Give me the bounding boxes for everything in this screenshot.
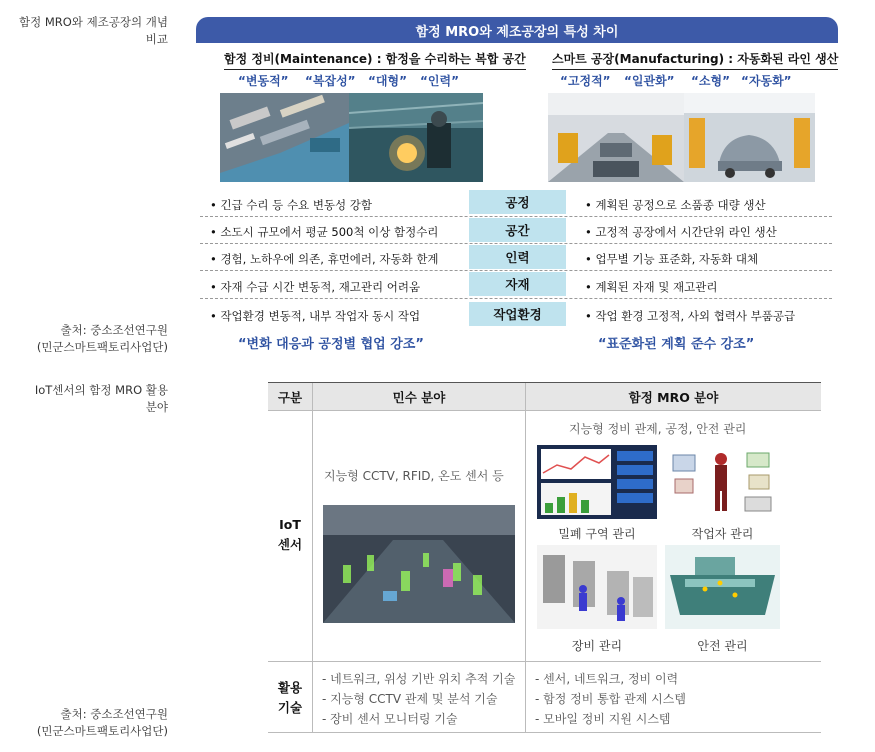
- factory-line-photo: [548, 93, 684, 182]
- col-divider: [525, 383, 526, 733]
- right-keyword: “일관화”: [624, 74, 675, 88]
- left-heading: 함정 정비(Maintenance) : 함정을 수리하는 복합 공간: [224, 50, 526, 70]
- left-keyword: “변동적”: [238, 74, 289, 88]
- factory-workforce-text: • 업무별 기능 표준화, 자동화 대체: [585, 252, 759, 266]
- mro-tech-item: - 함정 정비 통합 관제 시스템: [535, 692, 686, 706]
- mro-tech-item: - 센서, 네트워크, 정비 이력: [535, 672, 679, 686]
- car-assembly-photo: [684, 93, 815, 182]
- caption-confined-space: 밀폐 구역 관리: [558, 527, 636, 541]
- mro-space-text: • 소도시 규모에서 평균 500척 이상 함정수리: [210, 225, 439, 239]
- header-divider: [268, 410, 821, 411]
- aspect-environment: 작업환경: [469, 302, 566, 326]
- aspect-workforce: 인력: [469, 245, 566, 269]
- factory-slogan: “표준화된 계획 준수 강조”: [598, 337, 755, 352]
- welding-worker-photo: [349, 93, 483, 182]
- col-divider: [312, 383, 313, 733]
- equipment-management-image: [537, 545, 657, 629]
- header-category: 구분: [268, 383, 312, 410]
- civil-tech-item: - 네트워크, 위성 기반 위치 추적 기술: [322, 672, 516, 686]
- factory-space-text: • 고정적 공장에서 시간단위 라인 생산: [585, 225, 777, 239]
- confined-space-monitor-image: [537, 445, 657, 519]
- factory-process-text: • 계획된 공정으로 소품종 대량 생산: [585, 198, 766, 212]
- mro-slogan: “변화 대응과 공정별 협업 강조”: [238, 337, 424, 352]
- civil-sensor-text: 지능형 CCTV, RFID, 온도 센서 등: [324, 469, 504, 483]
- left-keyword: “복잡성”: [305, 74, 356, 88]
- row-label-applied-tech: 활용 기술: [277, 680, 303, 715]
- right-heading: 스마트 공장(Manufacturing) : 자동화된 라인 생산: [552, 50, 838, 70]
- mro-environment-text: • 작업환경 변동적, 내부 작업자 동시 작업: [210, 309, 421, 323]
- figure2-caption: IoT센서의 함정 MRO 활용 분야: [34, 383, 168, 414]
- caption-equipment: 장비 관리: [571, 639, 623, 653]
- row-divider: [200, 216, 832, 217]
- row-label-iot-sensor: IoT 센서: [277, 517, 303, 552]
- ship-safety-image: [665, 545, 780, 629]
- right-keyword: “소형”: [691, 74, 730, 88]
- aspect-space: 공간: [469, 218, 566, 242]
- mro-workforce-text: • 경험, 노하우에 의존, 휴먼에러, 자동화 한계: [210, 252, 439, 266]
- table-bottom-border: [268, 732, 821, 733]
- smart-cctv-street-image: [323, 505, 515, 623]
- figure1-caption: 함정 MRO와 제조공장의 개념 비교: [18, 15, 168, 46]
- row-divider: [268, 661, 821, 662]
- aspect-process: 공정: [469, 190, 566, 214]
- mro-process-text: • 긴급 수리 등 수요 변동성 강함: [210, 198, 373, 212]
- figure1-source: 출처: 중소조선연구원 (민군스마트팩토리사업단): [36, 323, 168, 354]
- worker-monitoring-diagram: [665, 445, 780, 519]
- header-mro: 함정 MRO 분야: [526, 383, 821, 410]
- civil-tech-item: - 장비 센서 모니터링 기술: [322, 712, 458, 726]
- left-keyword: “대형”: [368, 74, 407, 88]
- row-divider: [200, 243, 832, 244]
- left-keyword: “인력”: [420, 74, 459, 88]
- right-keyword: “자동화”: [741, 74, 792, 88]
- mro-sensor-text: 지능형 정비 관제, 공정, 안전 관리: [569, 422, 747, 436]
- aspect-materials: 자재: [469, 272, 566, 296]
- header-civil: 민수 분야: [313, 383, 525, 410]
- mro-materials-text: • 자재 수급 시간 변동적, 재고관리 어려움: [210, 280, 421, 294]
- factory-environment-text: • 작업 환경 고정적, 사외 협력사 부품공급: [585, 309, 796, 323]
- figure2-source: 출처: 중소조선연구원 (민군스마트팩토리사업단): [36, 707, 168, 738]
- shipyard-aerial-photo: [220, 93, 349, 182]
- civil-tech-item: - 지능형 CCTV 관제 및 분석 기술: [322, 692, 498, 706]
- mro-tech-item: - 모바일 정비 지원 시스템: [535, 712, 671, 726]
- caption-worker: 작업자 관리: [691, 527, 754, 541]
- factory-materials-text: • 계획된 자재 및 재고관리: [585, 280, 718, 294]
- caption-safety: 안전 관리: [697, 639, 748, 653]
- row-divider: [200, 270, 832, 271]
- figure1-title: 함정 MRO와 제조공장의 특성 차이: [196, 17, 838, 43]
- row-divider: [200, 298, 832, 299]
- right-keyword: “고정적”: [560, 74, 611, 88]
